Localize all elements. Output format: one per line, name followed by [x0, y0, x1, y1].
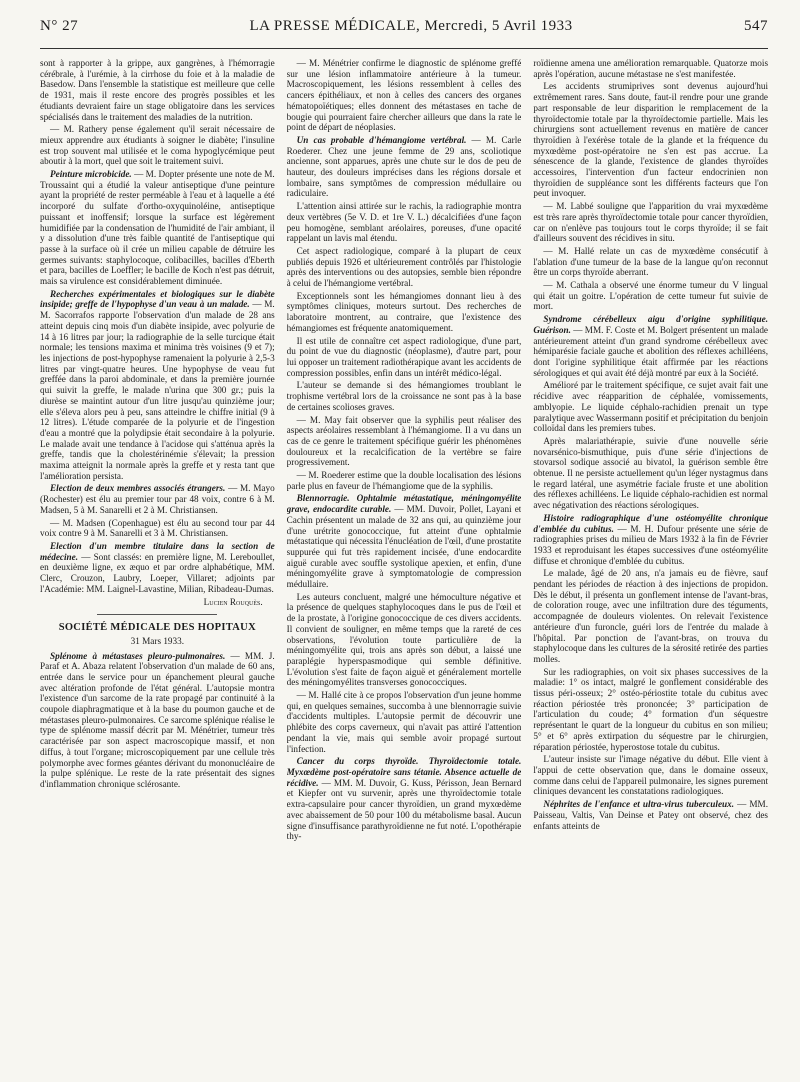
body-paragraph: Amélioré par le traitement spécifique, ce sujet avait fait une récidive avec réapparition de céphalée, vomissements, amblyopie. Le liquide céphalo-rachidien prenait un type paralytique avec Wassermann positif et précipitation du benjoin colloïdal dans les premiers tubes.: [533, 380, 769, 434]
section-paragraph: Election d'un membre titulaire dans la section de médecine. — Sont classés: en première ligne, M. Lereboullet, en deuxième ligne, ex æquo et par ordre alphabétique, MM. Clerc, Crouzon, Laubry, Loeper, Villaret; adjoints par l'Académie: MM. Laignel-Lavastine, Milian, Ribadeau-Dumas.: [40, 540, 275, 594]
section-title: Syndrome cérébelleux aigu d'origine syphilitique. Guérison.: [533, 314, 769, 335]
body-paragraph: L'auteur se demande si des hémangiomes troublant le trophisme vertébral lors de la croissance ne sont pas à la base de certaines scolioses graves.: [286, 380, 522, 412]
body-paragraph: Il est utile de connaître cet aspect radiologique, d'une part, du point de vue du diagnostic (néoplasme), d'autre part, pour lui opposer un traitement radiothérapique avant les accidents de compression possibles, enfin dans un intérêt médico-légal.: [286, 335, 522, 378]
body-paragraph: — M. Madsen (Copenhague) est élu au second tour par 44 voix contre 9 à M. Sanarelli et 3 à M. Christiansen.: [40, 517, 275, 539]
body-paragraph: L'attention ainsi attirée sur le rachis, la radiographie montra deux vertèbres (5e V. D. et 1re V. L.) décalcifiées d'une façon peu homogène, semblant aréolaires, poreuses, d'une opacité rappelant un lavis mal étendu.: [286, 201, 522, 244]
body-paragraph: Les accidents strumiprives sont devenus aujourd'hui extrêmement rares. Sans doute, faut-il rendre pour une grande part responsable de leur disparition le remplacement de la thyroïdectomie totale par la thyroïdectomie partielle. Mais les chirurgiens sont actuellement revenus en matière de cancer thyroïdien à l'exérèse totale de la glande et la fréquence du myxœdème post-opératoire ne s'en est pas accrue. La sénescence de la glande, l'existence de glandes thyroïdes accessoires, l'intervention d'un facteur endocrinien non thyroïdien de suppléance sont les différents facteurs que l'on peut invoquer.: [533, 81, 769, 199]
column-3: [533, 58, 768, 1074]
section-title: Blennorragie. Ophtalmie métastatique, méningomyélite grave, endocardite curable.: [286, 493, 522, 515]
section-title: Peinture microbicide.: [50, 169, 132, 180]
body-paragraph: — M. Rathery pense également qu'il serait nécessaire de mieux apprendre aux étudiants à soigner le diabète; l'insuline est trop souvent mal utilisée et le coma hypoglycémique peut aboutir à la mort, quel que soit le traitement suivi.: [40, 124, 275, 167]
publication-title: LA PRESSE MÉDICALE, Mercredi, 5 Avril 1933: [249, 18, 573, 34]
section-title: Néphrites de l'enfance et ultra-virus tuberculeux.: [543, 799, 735, 810]
society-heading: SOCIÉTÉ MÉDICALE DES HOPITAUX: [58, 622, 256, 634]
body-paragraph: Cet aspect radiologique, comparé à la plupart de ceux publiés depuis 1926 et ultérieurement contrôlés par l'histologie après des interventions ou des autopsies, semble bien répondre à celui de l'hémangiome vertébral.: [286, 245, 522, 289]
section-title: Election de deux membres associés étrangers.: [50, 483, 226, 494]
section-paragraph: Blennorragie. Ophtalmie métastatique, méningomyélite grave, endocardite curable. — MM. Duvoir, Pollet, Layani et Cachin présentent un malade de 32 ans qui, au quinzième jour d'une urétrite gonococcique, fut atteint d'une ophtalmie métastatique qui nécessita l'énucléation de l'œil, d'une prostatite suppurée qui fut très rapidement incisée, d'une endocardite aiguë curable avec souffle systolique apexien, et enfin, d'une méningomyélite grave à symptomatologie de compression médullaire.: [286, 493, 522, 590]
section-paragraph: Cancer du corps thyroïde. Thyroïdectomie totale. Myxœdème post-opératoire sans tétanie. Absence actuelle de récidive. — MM. M. Duvoir, G. Kuss, Périsson, Jean Bernard et Kiepfer ont vu survenir, après une thyroïdectomie totale extra-capsulaire pour cancer thyroïdien, un grand myxœdème avec abaissement de 50 pour 100 du métabolisme basal. Aucun signe d'insuffisance parathyroïdienne ne fut noté. L'opothérapie thy-: [286, 756, 522, 842]
section-paragraph: Recherches expérimentales et biologiques sur le diabète insipide; greffe de l'hypophyse d'un veau à un malade. — M. M. Sacorrafos rapporte l'observation d'un malade de 28 ans atteint depuis cinq mois d'un diabète insipide, avec polyurie de 14 à 16 litres par jour; la radiographie de la selle turcique était normale; les tensions maxima et minima très voisines (9 et 7); les injections de post-hypophyse ramenaient la polyurie à 2,5-3 litres par vingt-quatre heures. Une hypophyse de veau fut greffée dans la paroi abdominale, et dans la première journée qui suivit la greffe, le malade n'urina que 300 gr.; puis la diurèse se maintint autour d'un litre jusqu'au quinzième jour; elle s'éleva alors peu à peu, sans atteindre le chiffre initial (9 à 12 litres). L'étude comparée de la polyurie et de l'ingestion d'eau a montré que la polydipsie était secondaire à la polyurie. Le malade avait une tendance à l'acidose qui s'atténua après la greffe, tandis que la cholestérinémie s'élevait; la pression maxima atteignit la normale après la greffe et y resta tant que l'amélioration persista.: [40, 288, 275, 481]
body-paragraph: — M. Roederer estime que la double localisation des lésions parle plus en faveur de l'hémangiome que de la syphilis.: [286, 470, 522, 491]
body-paragraph: Exceptionnels sont les hémangiomes donnant lieu à des symptômes cliniques, moteurs surtout. Des recherches de laboratoire montrent, au contraire, que l'existence des hémangiomes est fréquente anatomiquement.: [286, 290, 522, 333]
section-paragraph: Election de deux membres associés étrangers. — M. Mayo (Rochester) est élu au premier tour par 48 voix, contre 6 à M. Madsen, 5 à M. Sanarelli et 2 à M. Christiansen.: [40, 483, 275, 515]
section-title: Un cas probable d'hémangiome vertébral.: [296, 134, 467, 145]
section-paragraph: Néphrites de l'enfance et ultra-virus tuberculeux. — MM. Paisseau, Valtis, Van Deinse et Patey ont observé, chez des enfants atteints de: [533, 799, 769, 831]
section-paragraph: Un cas probable d'hémangiome vertébral. — M. Carle Roederer. Chez une jeune femme de 29 ans, scoliotique ancienne, sont apparues, après une chute sur le dos de peu de hauteur, des douleurs imprécises dans les régions dorsale et lombaire, sans symptômes de compression médullaire ou radiculaire.: [286, 134, 522, 199]
section-title: Recherches expérimentales et biologiques sur le diabète insipide; greffe de l'hypophyse d'un veau à un malade.: [40, 288, 275, 310]
section-paragraph: Histoire radiographique d'une ostéomyélite chronique d'emblée du cubitus. — M. H. Dufour présente une série de radiographies prises du milieu de Mars 1932 à la fin de Février 1933 et reproduisant les étapes successives d'une ostéomyélite diffuse et chronique d'emblée du cubitus.: [533, 512, 769, 566]
section-title: Election d'un membre titulaire dans la section de médecine.: [40, 540, 275, 562]
issue-number: N° 27: [40, 18, 79, 34]
section-paragraph: Splénome à métastases pleuro-pulmonaires. — MM. J. Paraf et A. Abaza relatent l'observation d'un malade de 60 ans, entrée dans le service pour un épanchement pleural gauche avec altération profonde de l'état général. L'autopsie montra l'existence d'un sarcome de la rate propagé par continuité à la coupole diaphragmatique et à la base du poumon gauche et de métastases pleuro-pulmonaires. Ce sarcome splénique réalise le type de splénome massif décrit par M. Ménétrier, tumeur très caractérisée par son aspect macroscopique massif, et non diffus, à tout l'organe; microscopiquement par une cellule très polymorphe avec formes géantes dérivant du mononucléaire de la pulpe splénique. Le reste de la rate présentait des signes d'inflammation chronique sclérosante.: [40, 650, 275, 789]
body-paragraph: Le malade, âgé de 20 ans, n'a jamais eu de fièvre, sauf pendant les périodes de réaction à des injections de propidon. Dès le début, il présenta un gonflement intense de l'avant-bras, de coloration rouge, avec une infiltration dure des téguments, accompagnée de douleurs violentes. On relevait l'existence antérieure d'un furoncle, guéri lors de l'entrée du malade à l'hôpital. Par ponction de l'avant-bras, on trouva du staphylocoque dans les cultures de la sérosité retirée des parties molles.: [533, 568, 769, 664]
body-paragraph: — M. Ménétrier confirme le diagnostic de splénome greffé sur une lésion inflammatoire antérieure à la tumeur. Macroscopiquement, les lésions ressemblent à celles des cancers épithéliaux, et non à celles des cancers des organes hématopoïétiques; elles donnent des métastases en tache de bougie qui pourraient faire chercher ailleurs que dans la rate le point de départ de néoplasies.: [286, 58, 522, 133]
text-columns: [40, 58, 768, 1074]
author-signature: Lucien Rouquès.: [203, 597, 263, 608]
session-date: 31 Mars 1933.: [130, 635, 184, 646]
section-title: Splénome à métastases pleuro-pulmonaires.: [50, 650, 226, 661]
body-paragraph: — M. Cathala a observé une énorme tumeur du V lingual qui était un goitre. L'opération de cette tumeur fut suivie de mort.: [533, 280, 769, 312]
body-paragraph: — M. Labbé souligne que l'apparition du vrai myxœdème est très rare après thyroïdectomie totale pour cancer thyroïdien, car on n'enlève pas toujours tout le corps thyroïde; il se fait d'ailleurs souvent des récidives in situ.: [533, 201, 769, 244]
page-header: [40, 18, 768, 44]
body-paragraph: — M. Hallé relate un cas de myxœdème consécutif à l'ablation d'une tumeur de la base de la langue qu'on reconnut être un corps thyroïde aberrant.: [533, 245, 769, 278]
body-paragraph: — M. Hallé cite à ce propos l'observation d'un jeune homme qui, en quelques semaines, succomba à une blennorragie suivie d'accidents multiples. L'autopsie permit de découvrir une phlébite des corps caverneux, qui n'avait pas attiré l'attention pendant la vie, mais qui semble avoir propagé surtout l'infection.: [286, 690, 522, 754]
section-paragraph: Peinture microbicide. — M. Dopter présente une note de M. Troussaint qui a étudié la valeur antiseptique d'une peinture ayant la propriété de rester perméable à l'eau et à laquelle a été incorporé du sulfate d'ortho-oxyquinoléine, antiseptique puissant et inoffensif; lorsque la surface est légèrement humidifiée par la condensation de l'humidité de l'air ambiant, il y a dissolution d'une très faible quantité de l'antiseptique qui passe à la surface où il crée un milieu capable de détruire les germes suivants: staphylocoque, colibacilles, bacilles d'Eberth et para, bacilles de Loeffler; le bacille de Koch n'est pas détruit, mais sa virulence est considérablement diminuée.: [40, 169, 275, 287]
section-title: Cancer du corps thyroïde. Thyroïdectomie totale. Myxœdème post-opératoire sans tétanie. Absence actuelle de récidive.: [286, 756, 522, 788]
header-rule: [40, 48, 768, 49]
body-paragraph: roïdienne amena une amélioration remarquable. Quatorze mois après l'opération, aucune métastase ne s'est manifestée.: [533, 58, 769, 79]
page-number: 547: [744, 18, 768, 34]
body-paragraph: sont à rapporter à la grippe, aux gangrènes, à l'hémorragie cérébrale, à l'urémie, à la cirrhose du foie et à la maladie de Basedow. Dans l'ensemble la statistique est meilleure que celle de 1931, mais il reste encore des progrès possibles et les étudiants devraient faire un stage obligatoire dans les services spécialisés dans le traitement des maladies de la nutrition.: [40, 58, 275, 122]
body-paragraph: Les auteurs concluent, malgré une hémoculture négative et la présence de quelques staphylocoques dans le pus de l'œil et de la prostate, à l'origine gonococcique de ces divers accidents. Il convient de souligner, en même temps que la rareté de ces observations, l'évolution toute particulière de la méningomyélite qui, trois ans après son début, a laissé une paraplégie hyperspasmodique qui semble définitive. L'évolution s'est faite de façon aiguë et généralement mortelle des méningomyélites transverses gonococciques.: [286, 591, 522, 688]
column-2: [287, 58, 522, 1074]
body-paragraph: L'auteur insiste sur l'image négative du début. Elle vient à l'appui de cette observation que, dans le domaine osseux, comme dans celui de l'appareil pulmonaire, les signes purement cliniques devancent les constatations radiologiques.: [533, 754, 769, 797]
section-separator: [97, 614, 217, 615]
body-paragraph: — M. May fait observer que la syphilis peut réaliser des aspects aréolaires ressemblant à l'hémangiome. Il a vu dans un cas de ce genre le traitement spécifique guérir les phénomènes douloureux et la recalcification de la vertèbre se faire progressivement.: [286, 414, 522, 468]
body-paragraph: Sur les radiographies, on voit six phases successives de la maladie: 1° os intact, malgré le gonflement considérable des tissus péri-osseux; 2° ostéo-périostite totale du cubitus avec réaction périostée très prononcée; 3° participation de l'articulation du coude; 4° formation d'un séquestre représentant le quart de la longueur du cubitus en son milieu; 5° et 6° après extirpation du séquestre par le chirurgien, réparation périostée, hyperostose totale du cubitus.: [533, 666, 769, 752]
section-paragraph: Syndrome cérébelleux aigu d'origine syphilitique. Guérison. — MM. F. Coste et M. Bolgert présentent un malade antérieurement atteint d'un grand syndrome cérébelleux avec hémiparésie faciale gauche et abolition des réflexes achilléens, dont l'origine syphilitique était affirmée par les réactions sérologiques et qui avait été déjà montré par eux à la Société.: [533, 314, 769, 378]
column-1: [40, 58, 275, 1074]
section-title: Histoire radiographique d'une ostéomyélite chronique d'emblée du cubitus.: [533, 512, 769, 534]
body-paragraph: Après malariathérapie, suivie d'une nouvelle série novarsénico-bismuthique, puis d'une série d'injections de stovarsol sodique associé au bivatol, la guérison semble être obtenue. Il ne persiste actuellement qu'un léger nystagmus dans le regard latéral, une asymétrie faciale fruste et une abolition des réflexes achilléens. Le liquide céphalo-rachidien est normal avec négativation des réactions sérologiques.: [533, 435, 769, 511]
